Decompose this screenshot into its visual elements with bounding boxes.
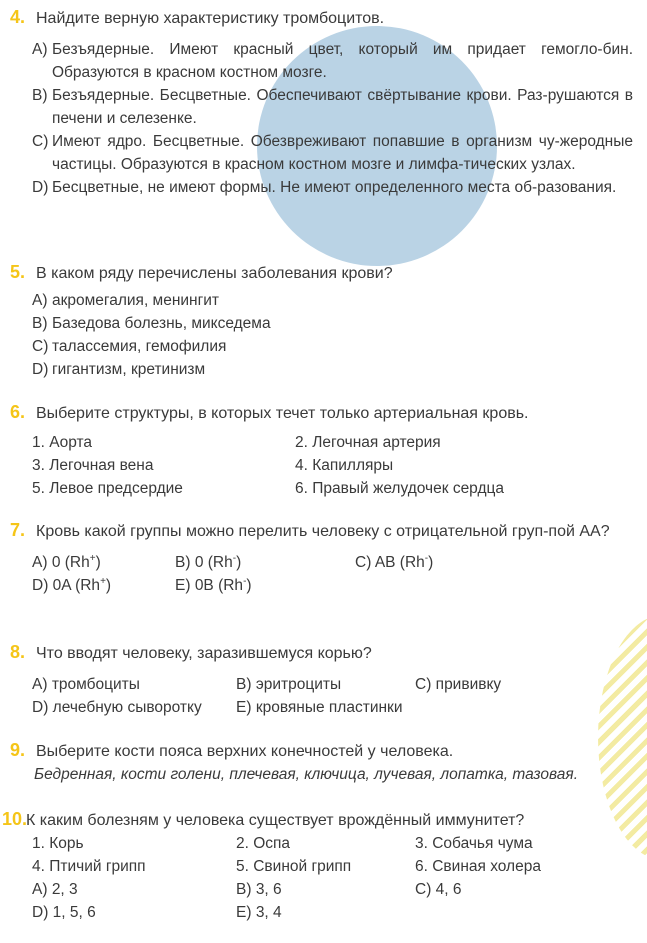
option-text: 0B (Rh	[194, 577, 244, 594]
question-text: Кровь какой группы можно перелить человеку с отрицательной груп-пой АА?	[36, 523, 610, 540]
answer-option[interactable]	[32, 574, 175, 597]
option-tail: )	[246, 577, 252, 594]
option-text: Бесцветные, не имеют формы. Не имеют определенного места об-разования.	[52, 179, 617, 196]
answer-option[interactable]	[415, 673, 501, 696]
option-text: акромегалия, менингит	[52, 292, 220, 309]
question-4	[10, 6, 633, 199]
option-label: A)	[32, 41, 48, 58]
option-label: D)	[32, 577, 49, 594]
option-text: 1, 5, 6	[52, 904, 96, 921]
option-label: B)	[175, 554, 191, 571]
option-label: C)	[355, 554, 372, 571]
option-text: Безъядерные. Имеют красный цвет, который им придает гемогло-бин. Образуются в красном костном мозге.	[52, 41, 633, 81]
answer-option[interactable]	[32, 130, 633, 176]
option-text: 3, 4	[255, 904, 282, 921]
question-text: Выберите структуры, в которых течет только артериальная кровь.	[36, 405, 529, 422]
rh-sign: +	[100, 575, 106, 587]
option-label: E)	[236, 904, 252, 921]
list-item: 1. Аорта	[32, 434, 93, 451]
answer-option[interactable]	[236, 878, 415, 901]
option-text: 4, 6	[435, 881, 462, 898]
option-text: эритроциты	[255, 676, 342, 693]
option-text: AB (Rh	[374, 554, 425, 571]
question-6	[10, 401, 633, 500]
option-label: C)	[415, 676, 432, 693]
list-item: 2. Оспа	[236, 835, 291, 852]
list-item: 2. Легочная артерия	[295, 434, 441, 451]
option-text: Имеют ядро. Бесцветные. Обезвреживают попавшие в организм чу-жеродные частицы. Образуются в красном костном мозге и лимфа-тических узлах.	[52, 133, 633, 173]
list-item: 4. Капилляры	[295, 457, 394, 474]
question-number: 8.	[10, 642, 26, 662]
option-text: Базедова болезнь, микседема	[52, 315, 271, 332]
answer-option[interactable]	[32, 358, 633, 381]
list-item: 6. Правый желудочек сердца	[295, 480, 504, 497]
option-label: B)	[236, 881, 252, 898]
list-item: 5. Свиной грипп	[236, 858, 352, 875]
list-item: 5. Левое предсердие	[32, 480, 183, 497]
question-number: 6.	[10, 402, 26, 422]
option-label: A)	[32, 676, 48, 693]
option-text: 3, 6	[255, 881, 282, 898]
bones-list: Бедренная, кости голени, плечевая, ключица, лучевая, лопатка, тазовая.	[34, 766, 578, 783]
option-text: лечебную сыворотку	[52, 699, 202, 716]
list-item: 4. Птичий грипп	[32, 858, 146, 875]
question-8	[10, 641, 633, 719]
option-label: C)	[32, 133, 49, 150]
option-label: D)	[32, 179, 49, 196]
rh-sign: +	[89, 552, 96, 564]
option-label: B)	[32, 315, 48, 332]
list-item: 6. Свиная холера	[415, 858, 541, 875]
answer-option[interactable]	[32, 289, 633, 312]
answer-option[interactable]	[32, 176, 633, 199]
answer-option[interactable]	[175, 551, 355, 574]
option-tail: )	[428, 554, 434, 571]
option-label: D)	[32, 904, 49, 921]
answer-option[interactable]	[32, 38, 633, 84]
option-label: C)	[32, 338, 49, 355]
list-item: 3. Легочная вена	[32, 457, 154, 474]
option-text: тромбоциты	[51, 676, 140, 693]
option-text: 2, 3	[51, 881, 78, 898]
option-text: гигантизм, кретинизм	[52, 361, 206, 378]
option-text: Безъядерные. Бесцветные. Обеспечивают свёртывание крови. Раз-рушаются в печени и селезенке.	[52, 87, 633, 127]
answer-option[interactable]	[32, 673, 236, 696]
list-item: 1. Корь	[32, 835, 84, 852]
question-number: 9.	[10, 740, 26, 760]
option-tail: )	[236, 554, 242, 571]
rh-sign: -	[232, 552, 237, 564]
answer-option[interactable]	[175, 574, 252, 597]
option-label: A)	[32, 292, 48, 309]
answer-option[interactable]	[32, 84, 633, 130]
question-text: К каким болезням у человека существует врождённый иммунитет?	[26, 812, 525, 829]
answer-option[interactable]	[236, 673, 415, 696]
option-label: C)	[415, 881, 432, 898]
option-tail: )	[105, 577, 112, 594]
option-tail: )	[95, 554, 101, 571]
answer-option[interactable]	[415, 878, 462, 901]
rh-sign: -	[424, 552, 429, 564]
option-label: B)	[32, 87, 48, 104]
answer-option[interactable]	[32, 551, 175, 574]
question-text: В каком ряду перечислены заболевания крови?	[36, 265, 393, 282]
option-label: B)	[236, 676, 252, 693]
list-item: 3. Собачья чума	[415, 835, 533, 852]
rh-sign: -	[243, 575, 247, 587]
option-text: прививку	[435, 676, 502, 693]
question-5	[10, 261, 633, 381]
option-text: 0A (Rh	[52, 577, 101, 594]
option-label: E)	[236, 699, 252, 716]
answer-option[interactable]	[32, 696, 236, 719]
answer-option[interactable]	[32, 335, 633, 358]
question-number: 7.	[10, 520, 26, 540]
answer-option[interactable]	[32, 312, 633, 335]
question-7	[10, 519, 633, 597]
option-text: кровяные пластинки	[255, 699, 403, 716]
answer-option[interactable]	[355, 551, 433, 574]
option-label: A)	[32, 554, 48, 571]
option-text: 0 (Rh	[194, 554, 233, 571]
question-number: 4.	[10, 7, 26, 27]
question-number: 10.	[2, 809, 28, 829]
option-label: E)	[175, 577, 191, 594]
question-text: Что вводят человеку, заразившемуся корью?	[36, 645, 372, 662]
question-text: Найдите верную характеристику тромбоцитов.	[36, 10, 385, 27]
question-10	[2, 808, 633, 924]
answer-option[interactable]	[32, 878, 236, 901]
option-label: D)	[32, 699, 49, 716]
answer-option[interactable]	[236, 901, 282, 924]
option-label: D)	[32, 361, 49, 378]
option-label: A)	[32, 881, 48, 898]
option-text: 0 (Rh	[51, 554, 90, 571]
question-number: 5.	[10, 262, 26, 282]
answer-option[interactable]	[236, 696, 402, 719]
question-text: Выберите кости пояса верхних конечностей у человека.	[36, 743, 454, 760]
answer-option[interactable]	[32, 901, 236, 924]
question-9	[10, 739, 633, 786]
option-text: талассемия, гемофилия	[52, 338, 227, 355]
